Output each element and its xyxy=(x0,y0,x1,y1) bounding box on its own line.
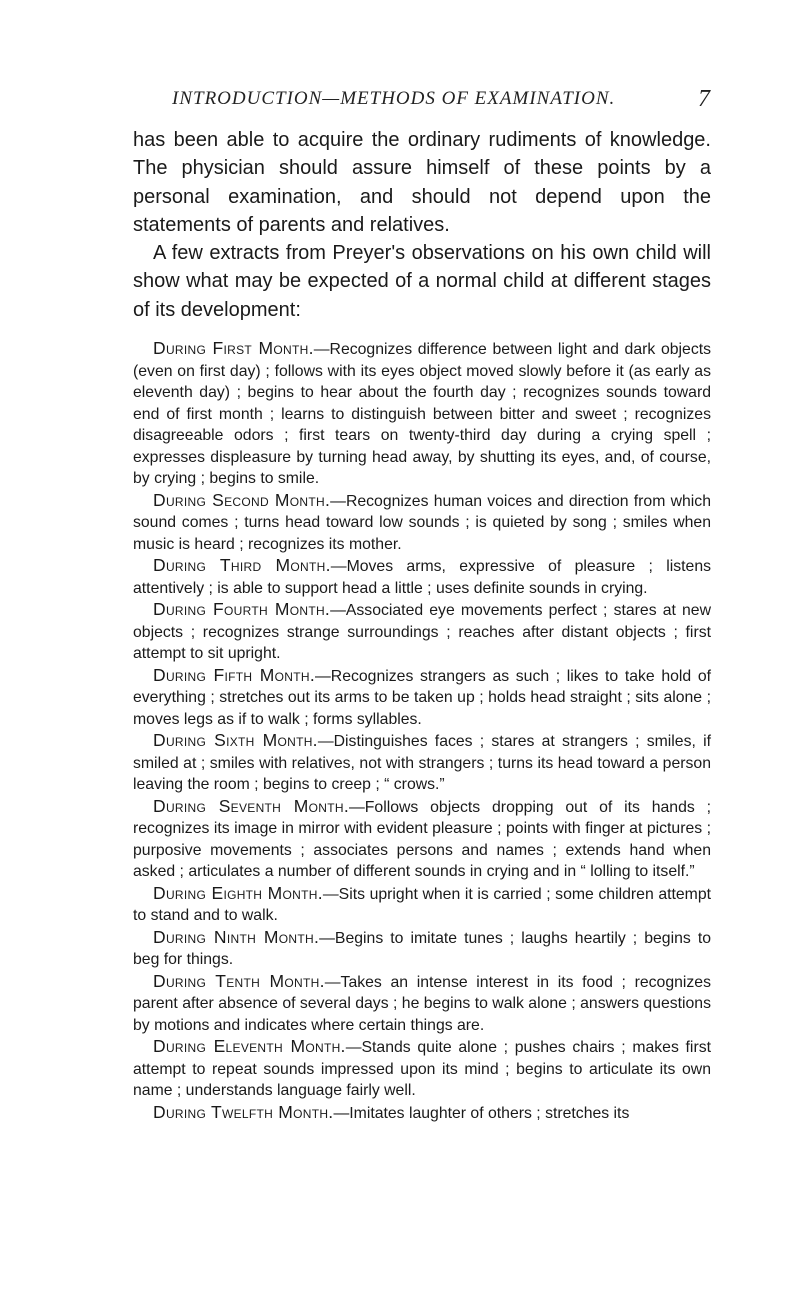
month-heading: During Eleventh Month. xyxy=(153,1036,346,1056)
month-heading: During Second Month. xyxy=(153,489,331,510)
month-text: —Recognizes difference between light and dark objects (even on first day) ; follows with its eyes object moved slowly before it (as early as eleventh day) ; begins to hear about the fourth day ; recognizes sounds toward end of first month ; learns to distinguish between bitter and sweet ; recognizes disagreeable odors ; first tears on twenty-third day during a crying spell ; expresses displeasure by turning head away, by shutting its eyes, and, of course, by crying ; begins to smile. xyxy=(133,341,712,487)
month-heading: During Eighth Month. xyxy=(153,882,323,903)
month-entry xyxy=(133,665,711,731)
month-entry xyxy=(133,338,711,490)
month-entry xyxy=(133,490,711,556)
month-text: —Associated eye movements perfect ; stares at new objects ; recognizes strange surroundings ; reaches after distant objects ; first attempt to sit upright. xyxy=(133,602,711,662)
month-heading: During Third Month. xyxy=(153,555,331,575)
month-entry xyxy=(133,971,711,1037)
month-entry xyxy=(133,599,711,665)
month-heading: During First Month. xyxy=(153,338,314,358)
month-entry xyxy=(133,927,711,971)
month-heading: During Seventh Month. xyxy=(153,795,349,816)
intro-paragraph: has been able to acquire the ordinary rudiments of knowledge. The physician should assure himself of these points by a personal examination, and should not depend upon the statements of parents and relatives. xyxy=(133,129,711,236)
month-entries xyxy=(133,338,711,1124)
month-entry xyxy=(133,1036,711,1102)
running-head xyxy=(130,88,710,114)
month-heading: During Fourth Month. xyxy=(153,599,331,619)
month-text: —Takes an intense interest in its food ; recognizes parent after absence of several days ; he begins to walk alone ; answers questions by motions and indicates where certain things are. xyxy=(133,973,711,1034)
month-heading: During Tenth Month. xyxy=(153,970,325,991)
intro-paragraph: A few extracts from Preyer's observations on his own child will show what may be expected of a normal child at different stages of its development: xyxy=(133,242,711,321)
month-text: —Follows objects dropping out of its hands ; recognizes its image in mirror with evident pleasure ; points with finger at pictures ; purposive movements ; associates persons and names ; extends hand when asked ; articulates a number of different sounds in crying and in “ lolling to itself.” xyxy=(133,798,711,880)
month-text: —Stands quite alone ; pushes chairs ; makes first attempt to repeat sounds impressed upon its mind ; begins to articulate its own name ; understands language fairly well. xyxy=(133,1039,711,1099)
month-entry xyxy=(133,1102,711,1125)
running-title: INTRODUCTION—METHODS OF EXAMINATION. xyxy=(172,88,616,109)
month-text: —Distinguishes faces ; stares at strangers ; smiles, if smiled at ; smiles with relatives, not with strangers ; turns its head toward a person leaving the room ; begins to creep ; “ crows.” xyxy=(133,733,711,793)
month-text: —Imitates laughter of others ; stretches its xyxy=(333,1104,630,1122)
month-entry xyxy=(133,730,711,796)
month-text: —Recognizes human voices and direction from which sound comes ; turns head toward low sounds ; is quieted by song ; smiles when music is heard ; recognizes its mother. xyxy=(133,492,711,553)
month-heading: During Ninth Month. xyxy=(153,926,320,947)
month-heading: During Sixth Month. xyxy=(153,730,318,750)
month-text: —Recognizes strangers as such ; likes to take hold of everything ; stretches out its arms to be taken up ; holds head straight ; sits alone ; moves legs as if to walk ; forms syllables. xyxy=(133,667,711,728)
month-text: —Begins to imitate tunes ; laughs heartily ; begins to beg for things. xyxy=(133,929,711,968)
month-heading: During Twelfth Month. xyxy=(153,1101,334,1122)
month-text: —Moves arms, expressive of pleasure ; listens attentively ; is able to support head a little ; uses definite sounds in crying. xyxy=(133,558,712,597)
intro-text xyxy=(133,126,711,324)
month-entry xyxy=(133,555,711,599)
page-number: 7 xyxy=(698,86,710,112)
month-entry xyxy=(133,796,711,883)
month-heading: During Fifth Month. xyxy=(153,664,315,685)
month-text: —Sits upright when it is carried ; some children attempt to stand and to walk. xyxy=(133,885,711,924)
month-entry xyxy=(133,883,711,927)
